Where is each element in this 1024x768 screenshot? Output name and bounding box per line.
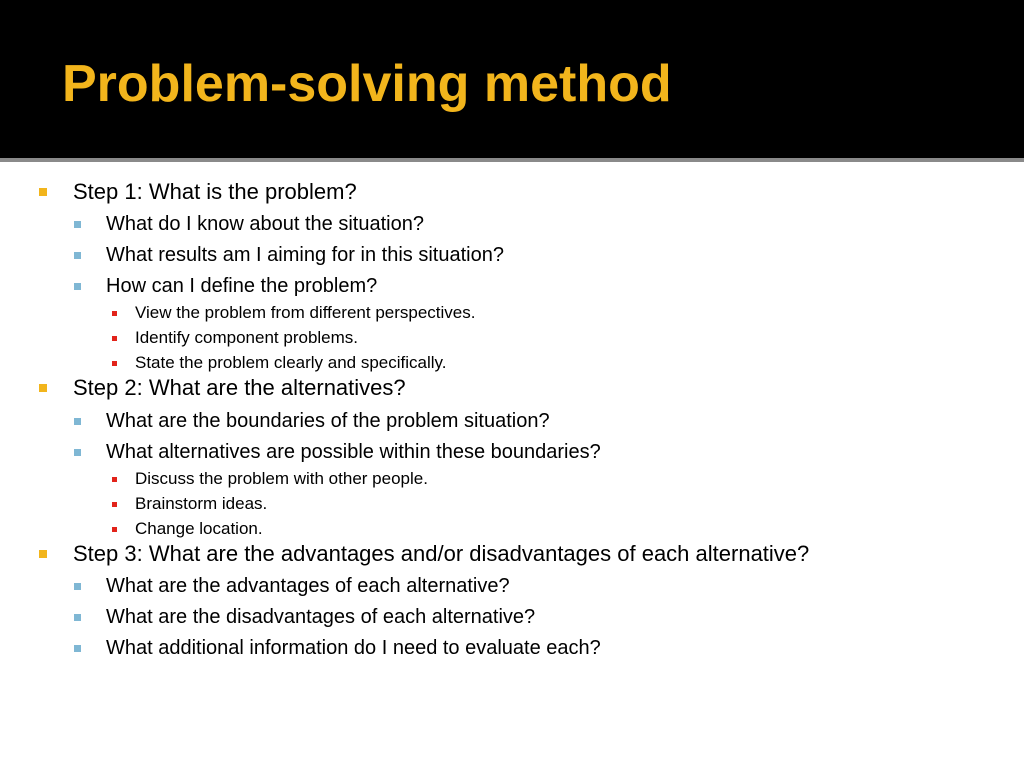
sub-sub-bullet-marker-icon bbox=[112, 477, 117, 482]
slide-title: Problem-solving method bbox=[62, 55, 672, 113]
step-3-item-1: What are the advantages of each alternative? bbox=[106, 575, 510, 597]
sub-bullet-marker-icon bbox=[74, 252, 81, 259]
sub-sub-bullet-marker-icon bbox=[112, 502, 117, 507]
sub-bullet-marker-icon bbox=[74, 283, 81, 290]
sub-sub-bullet-marker-icon bbox=[112, 311, 117, 316]
step-2-item-1: What are the boundaries of the problem situation? bbox=[106, 410, 550, 432]
step-2-item-2: What alternatives are possible within these boundaries? bbox=[106, 441, 601, 463]
bullet-marker-icon bbox=[39, 550, 47, 558]
step-2-subitem-2: Brainstorm ideas. bbox=[135, 494, 268, 513]
step-2-heading: Step 2: What are the alternatives? bbox=[73, 375, 406, 400]
step-3-item-2: What are the disadvantages of each alternative? bbox=[106, 606, 536, 628]
step-1-heading: Step 1: What is the problem? bbox=[73, 179, 357, 204]
bullet-marker-icon bbox=[39, 384, 47, 392]
bullet-marker-icon bbox=[39, 188, 47, 196]
sub-sub-bullet-marker-icon bbox=[112, 336, 117, 341]
sub-sub-bullet-marker-icon bbox=[112, 527, 117, 532]
sub-bullet-marker-icon bbox=[74, 449, 81, 456]
sub-bullet-marker-icon bbox=[74, 614, 81, 621]
step-1-item-3: How can I define the problem? bbox=[106, 275, 378, 297]
sub-bullet-marker-icon bbox=[74, 645, 81, 652]
step-1-subitem-2: Identify component problems. bbox=[135, 328, 359, 347]
step-1-subitem-3: State the problem clearly and specifically. bbox=[135, 353, 447, 372]
step-2-subitem-1: Discuss the problem with other people. bbox=[135, 469, 428, 488]
step-2-subitem-3: Change location. bbox=[135, 519, 263, 538]
sub-bullet-marker-icon bbox=[74, 418, 81, 425]
step-1-subitem-1: View the problem from different perspectives. bbox=[135, 303, 476, 322]
sub-bullet-marker-icon bbox=[74, 221, 81, 228]
sub-sub-bullet-marker-icon bbox=[112, 361, 117, 366]
step-3-heading: Step 3: What are the advantages and/or disadvantages of each alternative? bbox=[73, 541, 810, 566]
step-1-item-1: What do I know about the situation? bbox=[106, 213, 424, 235]
step-3-item-3: What additional information do I need to evaluate each? bbox=[106, 637, 601, 659]
sub-bullet-marker-icon bbox=[74, 583, 81, 590]
step-1-item-2: What results am I aiming for in this situation? bbox=[106, 244, 504, 266]
